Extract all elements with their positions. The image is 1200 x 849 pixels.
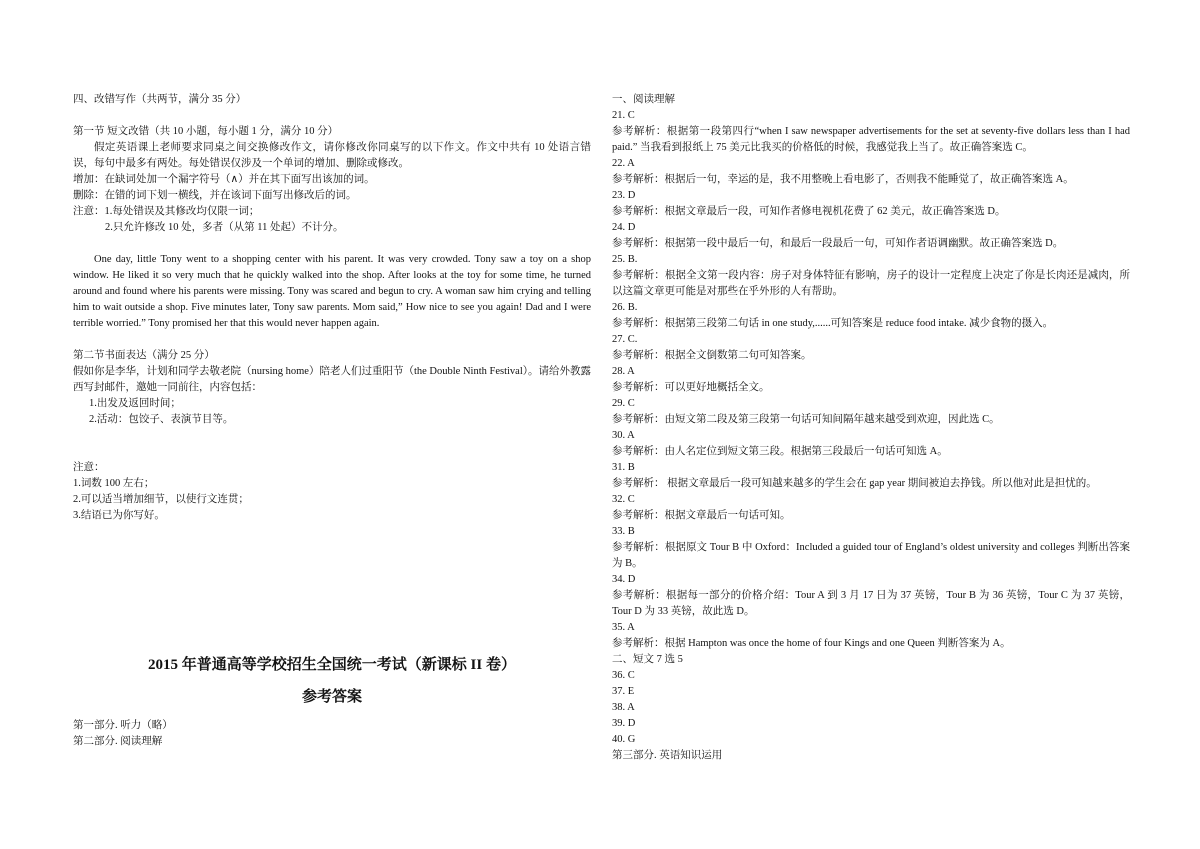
exam-title: 2015 年普通高等学校招生全国统一考试（新课标 II 卷） bbox=[148, 657, 516, 673]
answer-number: 23. D bbox=[612, 190, 636, 201]
short-answer: 40. G bbox=[612, 734, 636, 745]
answer-explanation: 参考解析：根据原文 Tour B 中 Oxford：Included a guided tour of England’s oldest university and colleges 判断出答案为 B。 bbox=[612, 542, 1130, 569]
short-answer: 37. E bbox=[612, 686, 635, 697]
answer-title: 参考答案 bbox=[301, 689, 362, 705]
section-heading: 四、改错写作（共两节，满分 35 分） bbox=[73, 94, 247, 105]
left-column bbox=[73, 92, 591, 750]
part2-instructions: 假如你是李华，计划和同学去敬老院（nursing home）陪老人们过重阳节（the Double Ninth Festival）。请给外教露西写封邮件，邀她一同前往，内容包括： bbox=[73, 366, 591, 393]
answer-explanation: 参考解析：根据文章最后一句话可知。 bbox=[612, 510, 791, 521]
answer-explanation: 参考解析：根据文章最后一段，可知作者修电视机花费了 62 美元，故正确答案选 D。 bbox=[612, 206, 1006, 217]
answer-number: 22. A bbox=[612, 158, 635, 169]
short-answer-list bbox=[612, 668, 1130, 748]
short-answer: 38. A bbox=[612, 702, 635, 713]
answer-number: 27. C. bbox=[612, 334, 638, 345]
section3-heading: 第三部分. 英语知识运用 bbox=[612, 750, 723, 761]
answer-number: 28. A bbox=[612, 366, 635, 377]
answer-explanation: 参考解析：根据全文第一段内容：房子对身体特征有影响，房子的设计一定程度上决定了你是长肉还是减肉，所以这篇文章更可能是对那些在乎外形的人有帮助。 bbox=[612, 270, 1130, 297]
answer-number: 32. C bbox=[612, 494, 635, 505]
answer-explanation: 参考解析：可以更好地概括全文。 bbox=[612, 382, 770, 393]
part2-heading: 第二节书面表达（满分 25 分） bbox=[73, 350, 215, 361]
answer-explanation: 参考解析：根据第一段中最后一句，和最后一段最后一句，可知作者语调幽默。故正确答案选 D。 bbox=[612, 238, 1064, 249]
note-item: 3.结语已为你写好。 bbox=[73, 510, 165, 521]
answer-explanation: 参考解析：根据每一部分的价格介绍：Tour A 到 3 月 17 日为 37 英镑，Tour B 为 36 英镑，Tour C 为 37 英镑，Tour D 为 33 英镑，故此选 D。 bbox=[612, 590, 1130, 617]
note-item: 2.可以适当增加细节，以使行文连贯； bbox=[73, 494, 249, 505]
short-answer: 36. C bbox=[612, 670, 635, 681]
answer-explanation: 参考解析：由人名定位到短文第三段。根据第三段最后一句话可知选 A。 bbox=[612, 446, 948, 457]
answer-number: 34. D bbox=[612, 574, 636, 585]
answer-explanation: 参考解析：由短文第二段及第三段第一句话可知间隔年越来越受到欢迎，因此选 C。 bbox=[612, 414, 1000, 425]
answer-explanation: 参考解析： 根据文章最后一段可知越来越多的学生会在 gap year 期间被迫去挣钱。所以他对此是担忧的。 bbox=[612, 478, 1097, 489]
answer-explanation: 参考解析：根据第一段第四行“when I saw newspaper advertisements for the set at seventy-five dollars less than I had paid.” 当我看到报纸上 75 美元比我买的价格低的时候，我感觉我上当了。故正确答案选 C。 bbox=[612, 126, 1130, 153]
answer-explanation: 参考解析：根据 Hampton was once the home of four Kings and one Queen 判断答案为 A。 bbox=[612, 638, 1011, 649]
answer-explanation: 参考解析：根据后一句，幸运的是，我不用整晚上看电影了，否则我不能睡觉了，故正确答案选 A。 bbox=[612, 174, 1074, 185]
answer-number: 31. B bbox=[612, 462, 635, 473]
rule-note-1: 注意：1.每处错误及其修改均仅限一词； bbox=[73, 206, 260, 217]
answer-number: 21. C bbox=[612, 110, 635, 121]
part1-heading: 第一节 短文改错（共 10 小题，每小题 1 分，满分 10 分） bbox=[73, 126, 339, 137]
answer-number: 29. C bbox=[612, 398, 635, 409]
rule-note-2: 2.只允许修改 10 处，多者（从第 11 处起）不计分。 bbox=[105, 222, 344, 233]
note-item: 1.词数 100 左右； bbox=[73, 478, 155, 489]
answer-explanation: 参考解析：根据全文倒数第二句可知答案。 bbox=[612, 350, 812, 361]
notes-heading: 注意： bbox=[73, 462, 105, 473]
reading-heading: 一、阅读理解 bbox=[612, 94, 675, 105]
right-column bbox=[612, 92, 1130, 764]
part2-item-1: 1.出发及返回时间； bbox=[89, 398, 181, 409]
part1-instructions: 假定英语课上老师要求同桌之间交换修改作文，请你修改你同桌写的以下作文。作文中共有 10 处语言错误，每句中最多有两处。每处错误仅涉及一个单词的增加、删除或修改。 bbox=[73, 142, 591, 169]
answer-number: 24. D bbox=[612, 222, 636, 233]
part2-item-2: 2.活动：包饺子、表演节目等。 bbox=[89, 414, 234, 425]
answer-number: 35. A bbox=[612, 622, 635, 633]
part-two-label: 第二部分. 阅读理解 bbox=[73, 736, 163, 747]
answer-number: 33. B bbox=[612, 526, 635, 537]
part-one-label: 第一部分. 听力（略） bbox=[73, 720, 173, 731]
rule-delete: 删除：在错的词下划一横线，并在该词下面写出修改后的词。 bbox=[73, 190, 357, 201]
answer-number: 25. B. bbox=[612, 254, 638, 265]
rule-add: 增加：在缺词处加一个漏字符号（∧）并在其下面写出该加的词。 bbox=[73, 174, 375, 185]
correction-passage: One day, little Tony went to a shopping center with his parent. It was very crowded. Tony saw a toy on a shop window. He liked it so very much that he quickly walked into the shop. After looks at the toy for some time, he turned around and found where his parents were missing. Tony was scared and begun to cry. A woman saw him crying and telling him to wait outside a shop. Five minutes later, Tony saw parents. Mom said,” How nice to see you again! Dad and I were terrible worried.” Tony promised her that this would never happen again. bbox=[73, 254, 591, 329]
answer-number: 26. B. bbox=[612, 302, 638, 313]
answer-number: 30. A bbox=[612, 430, 635, 441]
answer-explanation: 参考解析：根据第三段第二句话 in one study,......可知答案是 reduce food intake. 减少食物的摄入。 bbox=[612, 318, 1054, 329]
section2-heading: 二、短文 7 选 5 bbox=[612, 654, 683, 665]
answer-list bbox=[612, 108, 1130, 652]
short-answer: 39. D bbox=[612, 718, 636, 729]
